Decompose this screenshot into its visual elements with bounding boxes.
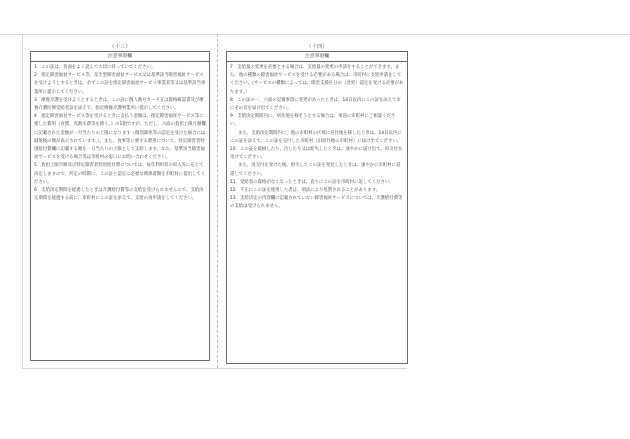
page-left-edge bbox=[22, 34, 23, 368]
notes-box bbox=[226, 51, 408, 364]
notes-header: 注意事項欄 bbox=[227, 52, 407, 62]
panel-number-label: （十四） bbox=[306, 44, 328, 50]
note-item: また、再交付を受けた後、紛失したこの証を発見したときは、速やかに市町村に返還してください。 bbox=[230, 163, 401, 177]
left-panel bbox=[30, 43, 210, 361]
note-item: 6 支給決定期間を経過したときは介護給付費等の支給を受けられませんので、支給決定期間を経過する前に、市町村にこの証を添えて、支給の再申請をしてください。 bbox=[34, 188, 204, 202]
note-item: 4 指定障害福祉サービス等を受けるときに支払う金額は、指定障害福祉サービス等に要した費用（食費、光熱水費等を除く。）の1割ですが、ただし、六面の負担上限月額欄に記載された金額が一月当たりの上限になります（個別減免等の認定を受けた場合には減免後の額が表示されています。）。また、食事等に要する費用について、特定障害者特別給付費欄に記載する額を一日当たりの上限として支給します。なお、基準該当障害福祉サービスを受ける場合等は市町村の窓口にお問い合わせください。 bbox=[34, 114, 206, 161]
note-item: 8 この証の一、六面の記載事項に変更があったときは、14日以内にこの証を添えて市にその旨を届け出てください。 bbox=[230, 97, 401, 112]
note-item: 13 支給決定の内容欄に記載されていない障害福祉サービスについては、介護給付費等の支給は受けられません。 bbox=[230, 196, 403, 210]
notes-header: 注意事項欄 bbox=[31, 52, 209, 62]
note-item: 12 不正にこの証を使用した者は、刑法により処罰されることがあります。 bbox=[230, 188, 381, 194]
panel-number-label: （十三） bbox=[109, 44, 131, 50]
note-item: 3 療養介護を受けようとするときは、この証に個人番号カード又は資格確認書及び療養介護医療受給者証を添えて、指定療養介護事業所に提示してください。 bbox=[34, 97, 204, 112]
page-top-edge bbox=[0, 34, 630, 35]
note-item: 7 支給量の変更を必要とする場合は、支給量の変更の申請をすることができます。また、他の種類の障害福祉サービスを受ける必要がある場合は、市町村に支給申請をしてください。（サービスの種類によっては、障害支援区分の（変更）認定を受ける必要があります。） bbox=[230, 65, 404, 95]
note-item: 1 この証は、各面をよく読んで大切に持っていてください。 bbox=[34, 65, 156, 70]
note-item: 9 支給決定期間内に、居住地を移そうとする場合は、事前に市町村にご相談ください。 bbox=[230, 114, 396, 128]
note-item: 11 受給者の資格がなくなったときは、直ちにこの証を市町村に返してください。 bbox=[230, 179, 394, 185]
note-item: 5 負担上限月額及び特定障害者特別給付費については、毎年利用者の収入等に応じて決定しますので、所定の時期に、この証と認定に必要な関係書類を市町村に提出してください。 bbox=[34, 163, 206, 185]
right-panel bbox=[226, 43, 408, 364]
notes-list bbox=[31, 62, 209, 203]
note-item: 10 この証を破損したり、汚したり又は紛失したときは、速やかに届け出て、再交付を受けてください。 bbox=[230, 147, 403, 161]
notes-list bbox=[227, 62, 407, 212]
fold-line bbox=[217, 34, 218, 368]
note-item: 2 指定障害福祉サービス等、及生型障害福祉サービス又は基準該当障害福祉サービスを受けようとするときは、必ずこの証を指定障害福祉サービス事業者等又は基準該当事業所に提示してください。 bbox=[34, 73, 206, 95]
notes-box bbox=[30, 51, 210, 361]
note-item: また、支給決定期間内に、他の市町村の区域に居住地を移したときは、14日以内にこの証を添えて、この証を交付した市町村（旧居住地の市町村）に届け出てください。 bbox=[230, 130, 402, 144]
page-bottom-edge bbox=[22, 368, 407, 369]
